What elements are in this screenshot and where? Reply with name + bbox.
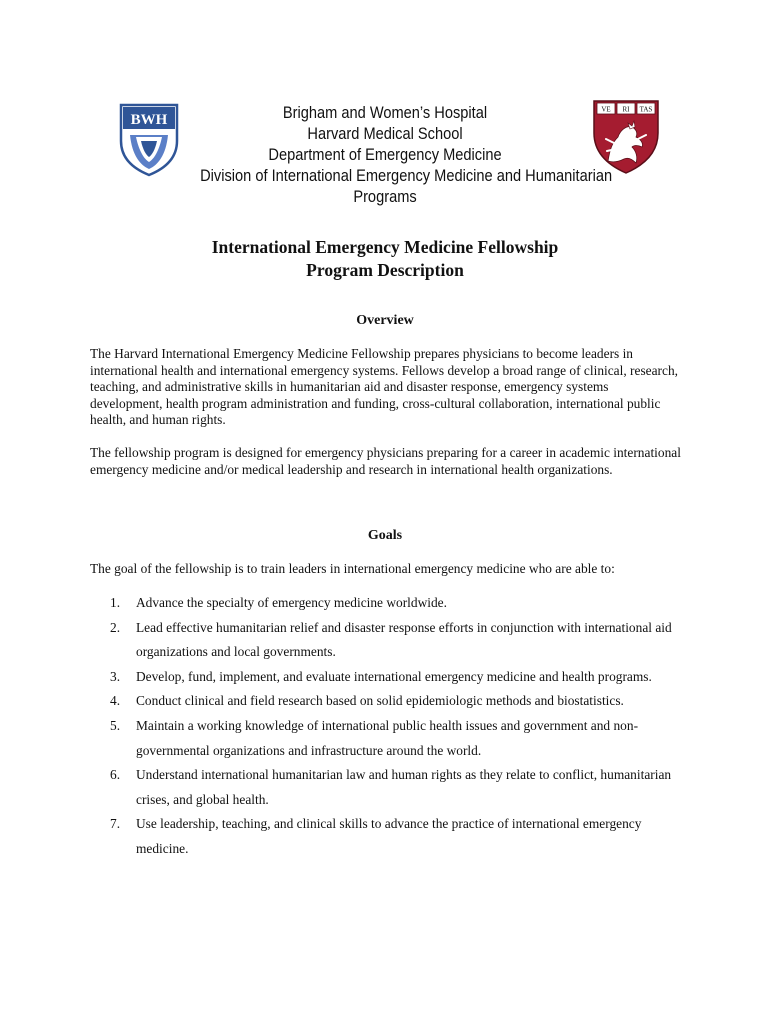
goal-item	[90, 812, 690, 861]
document-title	[90, 236, 680, 282]
shield-word-ri: RI	[622, 105, 630, 114]
overview-paragraph-1: The Harvard International Emergency Medicine Fellowship prepares physicians to become leaders in international health and international emergency systems. Fellows develop a broad range of clinical, research, teaching, and administrative skills in humanitarian aid and disaster response, emergency systems development, health program administration and funding, cross-cultural collaboration, international public health, and human rights.	[90, 346, 678, 428]
goal-text: Conduct clinical and field research based on solid epidemiologic methods and biostatistics.	[136, 693, 624, 709]
division-name: Division of International Emergency Medicine and Humanitarian	[200, 166, 613, 185]
goal-number: 4.	[110, 693, 121, 709]
goal-text: Advance the specialty of emergency medicine worldwide.	[136, 595, 447, 610]
goal-text: Develop, fund, implement, and evaluate international emergency medicine and health programs.	[136, 668, 652, 684]
goal-item	[90, 714, 690, 763]
goal-number: 2.	[110, 619, 121, 635]
goal-number: 1.	[110, 595, 121, 610]
goal-item	[90, 763, 690, 812]
division-name-continued: Programs	[353, 187, 417, 206]
goal-text: Understand international humanitarian law and human rights as they relate to conflict, humanitarian crises, and global health.	[136, 767, 672, 807]
bwh-logo	[118, 103, 180, 177]
shield-word-tas: TAS	[639, 105, 653, 114]
goal-item	[90, 591, 690, 616]
goal-item	[90, 689, 690, 714]
hospital-name: Brigham and Women’s Hospital	[282, 103, 488, 122]
goals-heading: Goals	[367, 528, 403, 543]
bwh-logo-text: BWH	[130, 112, 168, 128]
goal-item	[90, 665, 690, 690]
goal-number: 7.	[110, 816, 121, 832]
goal-text: Maintain a working knowledge of international public health issues and government and non-governmental organizations and infrastructure around the world.	[136, 717, 639, 758]
goal-number: 6.	[110, 767, 121, 783]
document-title-line1: International Emergency Medicine Fellowship	[211, 237, 559, 257]
goal-number: 5.	[110, 717, 121, 733]
goal-text: Lead effective humanitarian relief and disaster response efforts in conjunction with international aid organizations and local governments.	[136, 619, 672, 660]
department-name: Department of Emergency Medicine	[268, 145, 502, 164]
goals-intro: The goal of the fellowship is to train leaders in international emergency medicine who are able to:	[90, 561, 615, 576]
overview-paragraph-2: The fellowship program is designed for emergency physicians preparing for a career in academic international emergency medicine and/or medical leadership and research in international health organizations.	[90, 445, 681, 477]
harvard-shield-logo	[592, 99, 660, 175]
shield-word-ve: VE	[601, 105, 611, 114]
overview-heading: Overview	[356, 313, 414, 328]
goal-item	[90, 616, 690, 665]
goals-list	[90, 591, 690, 862]
goal-number: 3.	[110, 668, 121, 684]
school-name: Harvard Medical School	[307, 124, 463, 143]
goal-text: Use leadership, teaching, and clinical skills to advance the practice of international emergency medicine.	[136, 816, 642, 856]
document-title-line2: Program Description	[306, 260, 464, 280]
